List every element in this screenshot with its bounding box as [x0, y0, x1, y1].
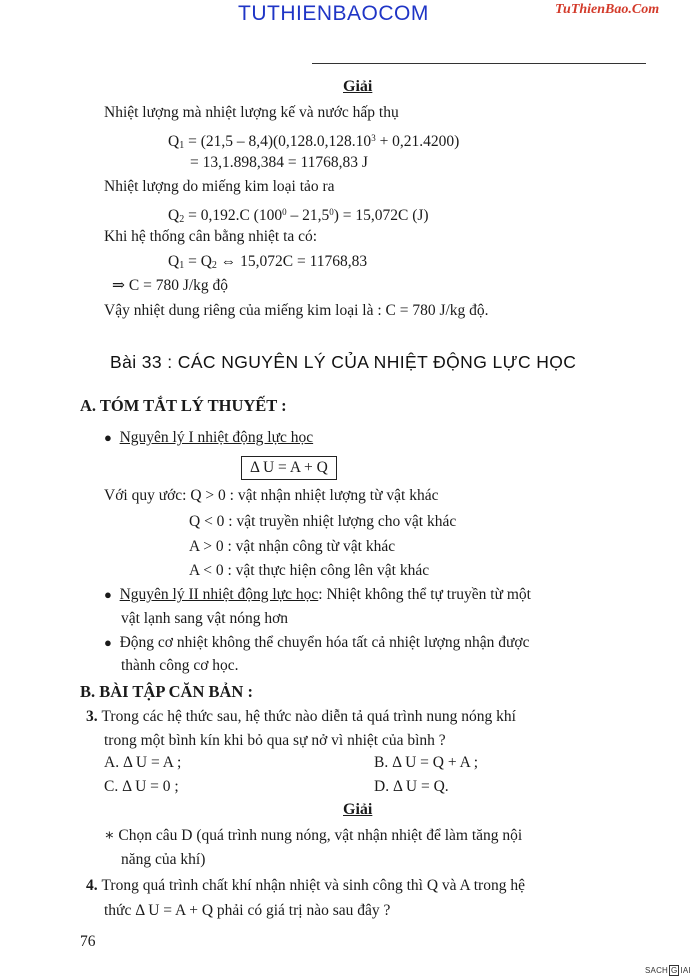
solution-line: Nhiệt lượng do miếng kim loại tảo ra — [104, 178, 335, 195]
convention-item: A < 0 : vật thực hiện công lên vật khác — [189, 562, 430, 579]
brand-mark: SACH G IAI — [645, 966, 691, 975]
balance-equation: $Q_1 = Q_2$ ⇔ 15,072C = 11768,83 — [168, 253, 368, 271]
formula-box: Δ U = A + Q — [241, 456, 337, 480]
answer-continued: năng của khí) — [121, 851, 206, 868]
question-3: 3. Trong các hệ thức sau, hệ thức nào diễn tả quá trình nung nóng khí — [86, 708, 516, 725]
principle-1-item: ● Nguyên lý I nhiệt động lực học — [104, 429, 314, 446]
section-a-title: A. TÓM TẮT LÝ THUYẾT : — [80, 396, 287, 415]
engine-continued: thành công cơ học. — [121, 657, 239, 674]
page-number: 76 — [80, 933, 96, 950]
site-logo: TuThienBao.Com — [555, 2, 660, 17]
convention-item: A > 0 : vật nhận công từ vật khác — [189, 538, 396, 555]
question-3-continued: trong một bình kín khi bỏ qua sự nở vì nhiệt của bình ? — [104, 732, 446, 749]
question-4-continued: thức Δ U = A + Q phải có giá trị nào sau đây ? — [104, 902, 391, 919]
convention-item: Q < 0 : vật truyền nhiệt lượng cho vật khác — [189, 513, 457, 530]
option-d: D. Δ U = Q. — [374, 778, 449, 795]
engine-item: ● Động cơ nhiệt không thể chuyển hóa tất cả nhiệt lượng nhận được — [104, 634, 530, 651]
option-b: B. Δ U = Q + A ; — [374, 754, 479, 771]
solution-line: = 13,1.898,384 = 11768,83 J — [190, 154, 368, 171]
q2-equation: $Q_2 = 0,192.C$ $(100^0 - 21,5^0) = 15,072C$ (J) — [168, 207, 429, 225]
solution-line: ⇒ C = 780 J/kg độ — [112, 277, 229, 294]
bullet-icon: ● — [104, 430, 112, 445]
answer-text: ∗ Chọn câu D (quá trình nung nóng, vật nhận nhiệt để làm tăng nội — [104, 827, 523, 844]
convention-intro: Với quy ước: Q > 0 : vật nhận nhiệt lượng từ vật khác — [104, 487, 439, 504]
bullet-icon: ● — [104, 635, 112, 650]
option-c: C. Δ U = 0 ; — [104, 778, 179, 795]
top-divider — [312, 63, 646, 64]
answer-heading: Giải — [343, 801, 373, 818]
principle-2-item: ● Nguyên lý II nhiệt động lực học: Nhiệt không thể tự truyền từ một — [104, 586, 531, 603]
solution-conclusion: Vậy nhiệt dung riêng của miếng kim loại là : C = 780 J/kg độ. — [104, 302, 489, 319]
solution-line: Khi hệ thống cân bằng nhiệt ta có: — [104, 228, 318, 245]
site-title: TUTHIENBAOCOM — [238, 2, 429, 25]
solution-heading: Giải — [343, 78, 373, 95]
section-b-title: B. BÀI TẬP CĂN BẢN : — [80, 682, 253, 701]
option-a: A. Δ U = A ; — [104, 754, 182, 771]
question-4: 4. Trong quá trình chất khí nhận nhiệt và sinh công thì Q và A trong hệ — [86, 877, 525, 894]
q1-equation: $Q_1 = (21,5 - 8,4)(0,128.0,128.10^3 + 0,21.4200)$ — [168, 133, 460, 151]
solution-line: Nhiệt lượng mà nhiệt lượng kế và nước hấp thụ — [104, 104, 399, 121]
bullet-icon: ● — [104, 587, 112, 602]
principle-2-continued: vật lạnh sang vật nóng hơn — [121, 610, 289, 627]
chapter-title: Bài 33 : CÁC NGUYÊN LÝ CỦA NHIỆT ĐỘNG LỰC HỌC — [110, 352, 577, 372]
